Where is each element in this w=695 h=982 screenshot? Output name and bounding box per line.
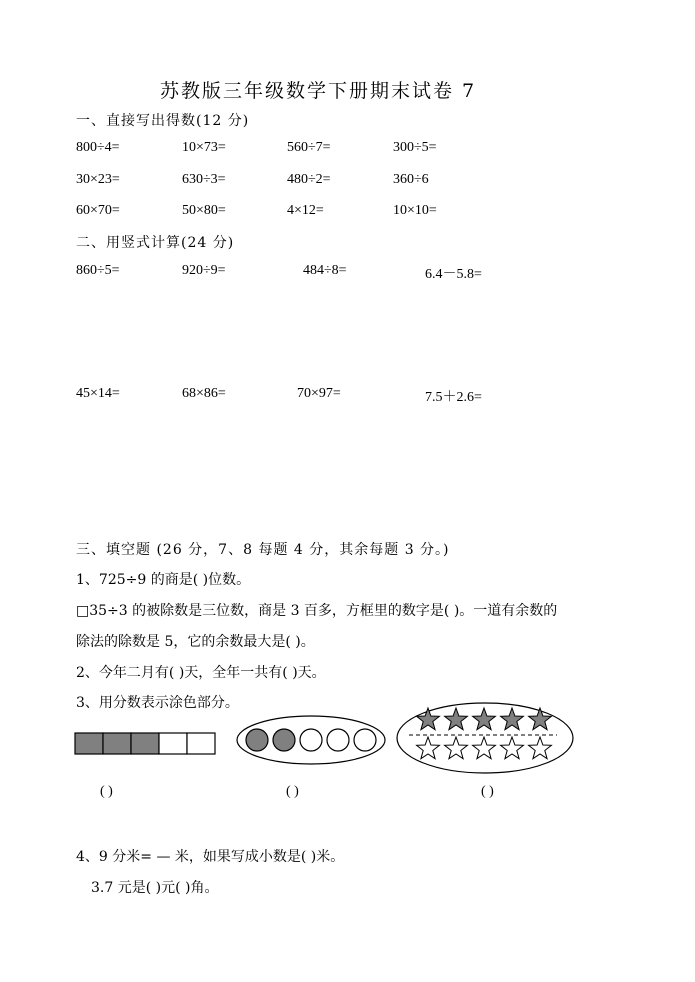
empty-star — [417, 737, 440, 759]
empty-star — [445, 737, 468, 759]
problem: 30×23= — [76, 172, 120, 187]
problem: 4×12= — [287, 203, 324, 218]
question-1b-cont: 除法的除数是 5，它的余数最大是( )。 — [76, 634, 315, 650]
problem: 800÷4= — [76, 140, 120, 155]
problem: 7.5＋2.6= — [425, 390, 482, 405]
problem: 45×14= — [76, 386, 120, 401]
problem: 60×70= — [76, 203, 120, 218]
question-4: 4、9 分米= — 米，如果写成小数是( )米。 — [76, 849, 345, 865]
empty-star — [501, 737, 524, 759]
problem: 630÷3= — [182, 172, 226, 187]
problem: 10×10= — [393, 203, 437, 218]
answer-blank: ( ) — [100, 784, 113, 799]
fraction-rect-figure — [74, 732, 218, 756]
shaded-circle — [273, 729, 295, 751]
problem: 860÷5= — [76, 263, 120, 278]
problem: 484÷8= — [303, 263, 347, 278]
problem: 560÷7= — [287, 140, 331, 155]
problem: 300÷5= — [393, 140, 437, 155]
fraction-circle-figure — [235, 714, 387, 766]
section-3-heading: 三、填空题 (26 分，7、8 每题 4 分，其余每题 3 分。) — [76, 542, 450, 558]
empty-circle — [300, 729, 322, 751]
empty-star — [529, 737, 552, 759]
empty-cell — [187, 733, 215, 754]
question-1b: □35÷3 的被除数是三位数，商是 3 百多，方框里的数字是( )。一道有余数的 — [76, 603, 558, 619]
question-3: 3、用分数表示涂色部分。 — [76, 695, 239, 711]
answer-blank: ( ) — [481, 784, 494, 799]
question-1: 1、725÷9 的商是( )位数。 — [76, 572, 251, 588]
problem: 480÷2= — [287, 172, 331, 187]
section-1-heading: 一、直接写出得数(12 分) — [76, 113, 250, 129]
empty-circle — [327, 729, 349, 751]
problem: 70×97= — [297, 386, 341, 401]
shaded-star — [501, 708, 524, 730]
answer-blank: ( ) — [286, 784, 299, 799]
problem: 360÷6 — [393, 172, 429, 187]
section-2-heading: 二、用竖式计算(24 分) — [76, 235, 235, 251]
fraction-star-figure — [395, 701, 575, 775]
empty-star — [473, 737, 496, 759]
empty-cell — [159, 733, 187, 754]
problem: 50×80= — [182, 203, 226, 218]
shaded-cell — [103, 733, 131, 754]
empty-circle — [354, 729, 376, 751]
problem: 68×86= — [182, 386, 226, 401]
shaded-star — [417, 708, 440, 730]
shaded-star — [445, 708, 468, 730]
problem: 10×73= — [182, 140, 226, 155]
question-4b: 3.7 元是( )元( )角。 — [91, 880, 219, 896]
shaded-cell — [75, 733, 103, 754]
shaded-star — [473, 708, 496, 730]
problem: 6.4－5.8= — [425, 267, 482, 282]
problem: 920÷9= — [182, 263, 226, 278]
question-2: 2、今年二月有( )天，全年一共有( )天。 — [76, 665, 326, 681]
page-title: 苏教版三年级数学下册期末试卷 7 — [160, 80, 477, 102]
shaded-star — [529, 708, 552, 730]
shaded-circle — [246, 729, 268, 751]
shaded-cell — [131, 733, 159, 754]
